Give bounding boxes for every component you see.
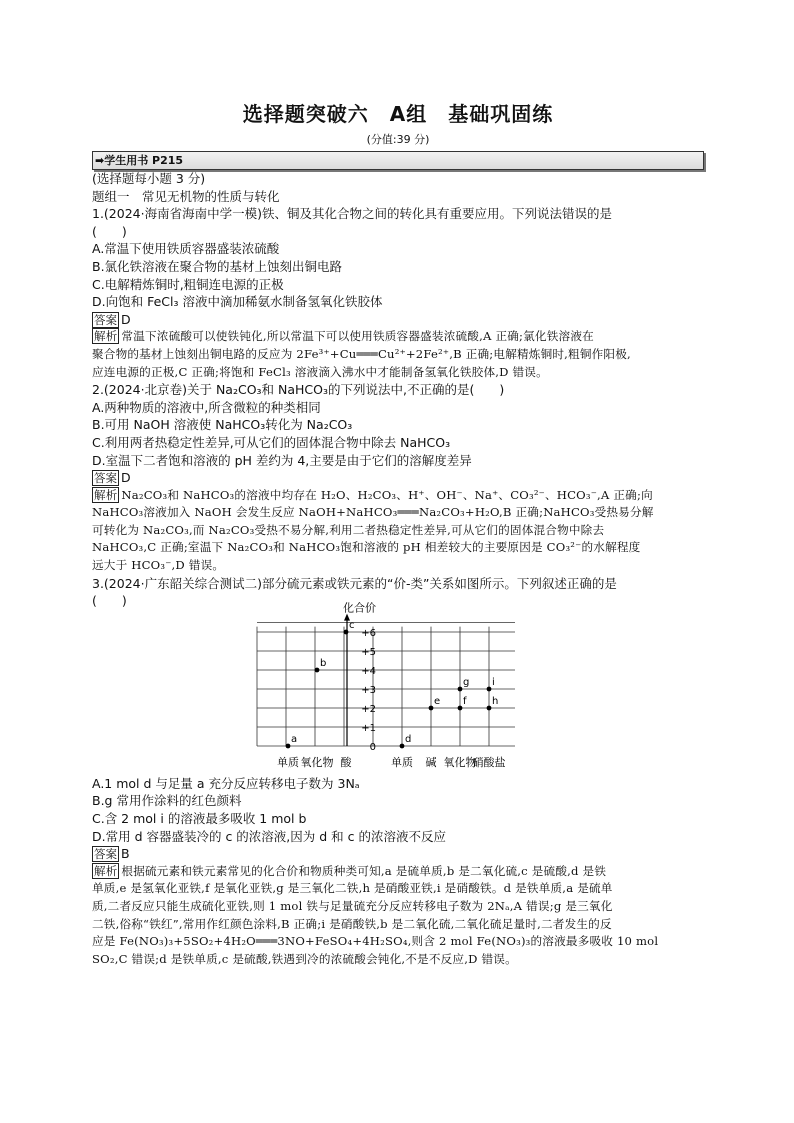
q2-option-b: B.可用 NaOH 溶液使 NaHCO₃转化为 Na₂CO₃ (92, 417, 353, 433)
category-label: 酸 (340, 755, 352, 769)
explanation-tag: 解析 (94, 487, 118, 502)
category-label: 氧化物 (300, 755, 334, 769)
q1-answer-row (92, 311, 704, 329)
q2-exp-line: NaHCO₃溶液加入 NaOH 会发生反应 NaOH+NaHCO₃═══Na₂CO₃+H₂O,B 正确;NaHCO₃受热易分解 (92, 505, 654, 520)
q3-answer: B (121, 846, 130, 862)
point-label: b (320, 657, 327, 669)
point-label: i (492, 676, 495, 688)
q3-exp-line: 应是 Fe(NO₃)₃+5SO₂+4H₂O═══3NO+FeSO₄+4H₂SO₄,则含 2 mol Fe(NO₃)₃的溶液最多吸收 10 mol (92, 934, 659, 949)
q3-option-a: A.1 mol d 与足量 a 充分反应转移电子数为 3Nₐ (92, 775, 360, 791)
y-tick-label: +4 (361, 665, 376, 677)
answer-tag: 答案 (94, 847, 117, 862)
point-f (458, 705, 463, 710)
q2-answer-row (92, 469, 704, 487)
q3-stem-bracket: ( ) (92, 593, 127, 609)
point-g (458, 686, 463, 691)
q1-explanation (92, 328, 704, 381)
q1-option-a: A.常温下使用铁质容器盛装浓硫酸 (92, 241, 280, 257)
q2-exp-line: 可转化为 Na₂CO₃,而 Na₂CO₃受热不易分解,利用二者热稳定性差异,可从它们的固体混合物中除去 (92, 522, 605, 537)
point-label: e (434, 695, 441, 707)
document-page (92, 94, 704, 968)
page-title: 选择题突破六 A组 基础巩固练 (242, 102, 554, 126)
q3-option-d: D.常用 d 容器盛装冷的 c 的浓溶液,因为 d 和 c 的浓溶液不反应 (92, 828, 446, 844)
intro-note: (选择题每小题 3 分) (92, 171, 206, 186)
q2-answer: D (121, 470, 131, 486)
q2-option-c: C.利用两者热稳定性差异,可从它们的固体混合物中除去 NaHCO₃ (92, 434, 451, 450)
q3-explanation (92, 863, 704, 969)
book-ref: 学生用书 P215 (104, 154, 184, 167)
y-tick-label: +6 (361, 627, 376, 639)
group-heading: 题组一 常见无机物的性质与转化 (92, 188, 280, 204)
point-label: c (349, 619, 355, 631)
q2-exp-line: 远大于 HCO₃⁻,D 错误。 (92, 558, 225, 573)
score-note: (分值:39 分) (366, 133, 430, 146)
category-label: 碱 (425, 755, 437, 769)
q3-option-c: C.含 2 mol i 的溶液最多吸收 1 mol b (92, 811, 307, 827)
point-c (344, 629, 349, 634)
y-tick-label: +5 (361, 646, 376, 658)
category-label: 硝酸盐 (472, 755, 506, 769)
q2-exp-line: Na₂CO₃和 NaHCO₃的溶液中均存在 H₂O、H₂CO₃、H⁺、OH⁻、Na⁺、CO₃²⁻、HCO₃⁻,A 正确;向 (121, 487, 653, 502)
point-h (487, 705, 492, 710)
arrow-icon: ➡ (95, 154, 105, 167)
q2-option-a: A.两种物质的溶液中,所含微粒的种类相同 (92, 399, 321, 415)
q1-option-c: C.电解精炼铜时,粗铜连电源的正极 (92, 276, 284, 292)
valence-class-chart (92, 601, 704, 775)
point-label: f (463, 695, 467, 707)
q1-stem-bracket: ( ) (92, 223, 127, 239)
q3-option-b: B.g 常用作涂料的红色颜料 (92, 793, 242, 809)
category-label: 单质 (391, 755, 413, 769)
category-label: 单质 (277, 755, 299, 769)
q3-stem: 3.(2024·广东韶关综合测试二)部分硫元素或铁元素的“价-类”关系如图所示。下列叙述正确的是 (92, 575, 617, 591)
q3-answer-row (92, 845, 704, 863)
point-label: d (405, 733, 412, 745)
q1-exp-line: 常温下浓硫酸可以使铁钝化,所以常温下可以使用铁质容器盛装浓硫酸,A 正确;氯化铁溶液在 (121, 329, 594, 344)
q2-exp-line: NaHCO₃,C 正确;室温下 Na₂CO₃和 NaHCO₃饱和溶液的 pH 相差较大的主要原因是 CO₃²⁻的水解程度 (92, 540, 641, 555)
point-i (487, 686, 492, 691)
q3-exp-line: 根据硫元素和铁元素常见的化合价和物质种类可知,a 是硫单质,b 是二氧化硫,c 是硫酸,d 是铁 (121, 863, 607, 878)
explanation-tag: 解析 (94, 329, 118, 344)
q1-exp-line: 聚合物的基材上蚀刻出铜电路的反应为 2Fe³⁺+Cu═══Cu²⁺+2Fe²⁺,B 正确;电解精炼铜时,粗铜作阳极, (92, 346, 631, 361)
q3-exp-line: SO₂,C 错误;d 是铁单质,c 是硫酸,铁遇到冷的浓硫酸会钝化,不是不反应,D 错误。 (92, 951, 517, 966)
explanation-tag: 解析 (94, 863, 118, 878)
q1-option-b: B.氯化铁溶液在聚合物的基材上蚀刻出铜电路 (92, 258, 343, 274)
book-ref-bar (92, 151, 704, 170)
category-label: 氧化物 (443, 755, 477, 769)
point-label: a (291, 733, 298, 745)
q1-option-d: D.向饱和 FeCl₃ 溶液中滴加稀氨水制备氢氧化铁胶体 (92, 294, 383, 310)
q3-exp-line: 单质,e 是氢氧化亚铁,f 是氧化亚铁,g 是三氧化二铁,h 是硝酸亚铁,i 是硝酸铁。d 是铁单质,a 是硫单 (92, 881, 613, 896)
valence-class-chart-svg (92, 601, 704, 775)
point-label: g (463, 676, 470, 688)
point-a (286, 743, 291, 748)
q1-stem: 1.(2024·海南省海南中学一模)铁、铜及其化合物之间的转化具有重要应用。下列说法错误的是 (92, 206, 612, 222)
y-tick-label: +3 (361, 684, 376, 696)
point-b (315, 667, 320, 672)
q3-exp-line: 二铁,俗称“铁红”,常用作红颜色涂料,B 正确;i 是硝酸铁,b 是二氧化硫,二氧化硫足量时,二者发生的反 (92, 916, 612, 931)
q1-answer: D (121, 311, 131, 327)
q3-exp-line: 质,二者反应只能生成硫化亚铁,则 1 mol 铁与足量硫充分反应转移电子数为 2Nₐ,A 错误;g 是三氧化 (92, 899, 613, 913)
y-tick-label: +2 (361, 703, 376, 715)
q2-stem: 2.(2024·北京卷)关于 Na₂CO₃和 NaHCO₃的下列说法中,不正确的是( ) (92, 382, 505, 398)
q1-exp-line: 应连电源的正极,C 正确;将饱和 FeCl₃ 溶液滴入沸水中才能制备氢氧化铁胶体,D 错误。 (92, 364, 548, 379)
answer-tag: 答案 (94, 471, 117, 486)
point-e (429, 705, 434, 710)
answer-tag: 答案 (94, 312, 117, 327)
q2-explanation (92, 487, 704, 575)
y-tick-label: +1 (361, 722, 376, 734)
y-axis-label: 化合价 (343, 601, 376, 615)
point-d (400, 743, 405, 748)
y-tick-label: 0 (369, 741, 376, 753)
q2-option-d: D.室温下二者饱和溶液的 pH 差约为 4,主要是由于它们的溶解度差异 (92, 452, 472, 468)
point-label: h (492, 695, 499, 707)
